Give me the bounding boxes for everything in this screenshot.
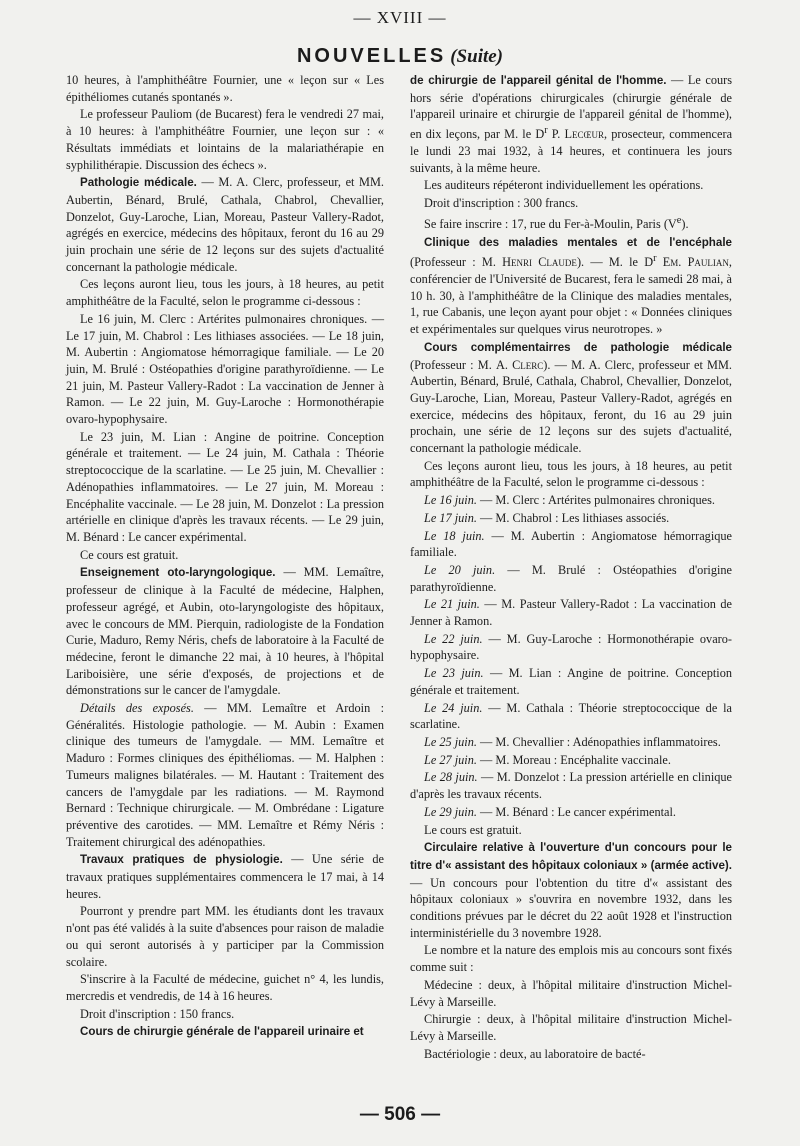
schedule-date: Le 18 juin. bbox=[424, 528, 485, 543]
schedule-text: — M. Brulé : Ostéopathies d'origine parathyroïdienne. bbox=[410, 562, 733, 594]
schedule-text: — M. Bénard : Le cancer expérimental. bbox=[476, 804, 677, 819]
section-heading: Cours de chirurgie générale de l'appareil urinaire et bbox=[80, 1025, 364, 1039]
section-body: — MM. Lemaître, professeur de clinique à la Faculté de médecine, Halphen, professeur agrégé, et Aubin, oto-laryngologiste des hôpitaux, avec le concours de MM. Pierquin, radiologiste de la Fondation Curie, Maduro, Remy Néris, chefs de laboratoire à la Faculté de médecine, feront le dimanche 22 mai, à 10 heures, à l'hôpital Lariboisière, une série d'exposés, de projections et de démonstrations sur le cancer de l'amygdale. bbox=[66, 565, 384, 698]
section-heading: Clinique des maladies mentales et de l'encéphale bbox=[424, 235, 732, 249]
paragraph: Chirurgie : deux, à l'hôpital militaire d'instruction Michel-Lévy à Marseille. bbox=[410, 1012, 732, 1043]
schedule-date: Le 27 juin. bbox=[424, 752, 477, 767]
paragraph: Le cours est gratuit. bbox=[424, 822, 522, 837]
schedule-item bbox=[410, 665, 732, 698]
schedule-item bbox=[410, 528, 732, 561]
left-column bbox=[66, 72, 384, 1042]
schedule-item bbox=[410, 510, 732, 527]
section-clinique-maladies-mentales bbox=[410, 234, 732, 338]
text: , conférencier de l'Université de Bucarest, fera le samedi 28 mai, à 10 h. 30, à l'amphithéâtre de la Clinique des maladies mentales, 1, rue Cabanis, une leçon ayant pour objet : « Données cliniques et expérimentales sur quelques virus neurotropes. » bbox=[410, 255, 732, 337]
page-title bbox=[0, 45, 800, 68]
section-heading: Enseignement oto-laryngologique. bbox=[80, 566, 276, 580]
text: Se faire inscrire : 17, rue du Fer-à-Moulin, Paris (V bbox=[424, 216, 677, 231]
section-oto-laryngologique bbox=[66, 564, 384, 699]
section-heading: Travaux pratiques de physiologie. bbox=[80, 853, 283, 867]
superscript: r bbox=[544, 125, 548, 137]
paragraph: Ces leçons auront lieu, tous les jours, à 18 heures, au petit amphithéâtre de la Faculté, selon le programme ci-dessous : bbox=[66, 277, 384, 309]
schedule-text: — M. Donzelot : La pression artérielle en clinique d'après les travaux récents. bbox=[410, 770, 732, 802]
schedule-date: Le 29 juin. bbox=[424, 804, 477, 819]
section-body: — Le cours hors série d'opérations chirurgicales (chirurgie générale de l'appareil urinaire et chirurgie de l'appareil génital de l'homme), en dix leçons, par M. le D bbox=[410, 73, 732, 142]
details-exposes bbox=[66, 700, 384, 850]
paragraph: Le 23 juin, M. Lian : Angine de poitrine. Conception générale et traitement. — Le 24 juin, M. Cathala : Théorie streptococcique de la scarlatine. — Le 25 juin, M. Chevallier : Adénopathies inflammatoires. — Le 27 juin, M. Moreau : Encéphalite vaccinale. — Le 28 juin, M. Donzelot : La pression artérielle en clinique d'après les travaux récents. — Le 29 juin, M. Bénard : Le cancer expérimental. bbox=[66, 429, 384, 544]
superscript: e bbox=[676, 214, 682, 226]
schedule-item bbox=[410, 631, 732, 664]
schedule-date: Le 20 juin. bbox=[424, 562, 496, 577]
section-pathologie-medicale bbox=[66, 174, 384, 275]
schedule-item bbox=[410, 492, 732, 509]
section-heading: Pathologie médicale. bbox=[80, 176, 197, 190]
schedule-text: — M. Chabrol : Les lithiases associés. bbox=[476, 510, 670, 525]
schedule-text: — M. Cathala : Théorie streptococcique de la scarlatine. bbox=[410, 700, 732, 732]
section-cours-complementaires bbox=[410, 339, 732, 457]
paragraph: 10 heures, à l'amphithéâtre Fournier, une « leçon sur « Les épithéliomes cutanés spontanés ». bbox=[66, 73, 384, 104]
paragraph: Le 16 juin, M. Clerc : Artérites pulmonaires chroniques. — Le 17 juin, M. Chabrol : Les lithiases associées. — Le 18 juin, M. Aubertin : Angiomatose hémorragique familiale. — Le 20 juin, M. Brulé : Ostéopathies d'origine parathyroïdienne. — Le 21 juin, M. Pasteur Vallery-Radot : La vaccination de Jenner à Ramon. — Le 22 juin, M. Guy-Laroche : Hormonothérapie ovaro-hypophysaire. bbox=[66, 311, 384, 427]
person-name: P. Lecœur bbox=[547, 127, 605, 142]
paragraph: Le nombre et la nature des emplois mis au concours sont fixés comme suit : bbox=[410, 943, 732, 975]
paragraph: Ces leçons auront lieu, tous les jours, à 18 heures, au petit amphithéâtre de la Faculté, selon le programme ci-dessous : bbox=[410, 458, 732, 490]
section-chirurgie-urinaire-cont bbox=[410, 72, 732, 176]
paragraph: Les auditeurs répéteront individuellement les opérations. bbox=[424, 178, 704, 193]
paragraph: Bactériologie : deux, au laboratoire de bacté- bbox=[424, 1046, 646, 1061]
person-name: A. Clerc bbox=[495, 357, 544, 372]
schedule-item bbox=[410, 562, 732, 595]
schedule-text: — M. Lian : Angine de poitrine. Conception générale et traitement. bbox=[410, 666, 732, 697]
page-number: — 506 — bbox=[359, 1104, 441, 1125]
schedule-date: Le 28 juin. bbox=[424, 770, 478, 785]
section-heading: Circulaire relative à l'ouverture d'un concours pour le titre d'« assistant des hôpitaux coloniaux » (armée active). bbox=[410, 841, 732, 872]
text: ). bbox=[681, 216, 689, 231]
paragraph bbox=[410, 213, 732, 233]
schedule-item bbox=[410, 734, 732, 751]
section-travaux-physiologie bbox=[66, 851, 384, 902]
schedule-text: — M. Guy-Laroche : Hormonothérapie ovaro-hypophysaire. bbox=[410, 631, 732, 663]
schedule-date: Le 16 juin. bbox=[424, 493, 477, 508]
schedule-item bbox=[410, 596, 732, 629]
paragraph: Médecine : deux, à l'hôpital militaire d'instruction Michel-Lévy à Marseille. bbox=[410, 977, 732, 1009]
schedule-item bbox=[410, 700, 732, 733]
schedule-date: Le 24 juin. bbox=[424, 700, 483, 715]
paragraph: Droit d'inscription : 150 francs. bbox=[80, 1006, 235, 1021]
schedule-text: — M. Clerc : Artérites pulmonaires chroniques. bbox=[476, 493, 715, 508]
schedule-item bbox=[410, 752, 732, 769]
person-name: Henri Claude bbox=[502, 255, 577, 270]
text: (Professeur : M. bbox=[410, 357, 496, 372]
text: (Professeur : M. bbox=[410, 255, 503, 270]
paragraph: Ce cours est gratuit. bbox=[80, 547, 179, 562]
schedule-text: — M. Moreau : Encéphalite vaccinale. bbox=[476, 752, 671, 767]
schedule-item bbox=[410, 769, 732, 802]
section-circulaire-concours bbox=[410, 839, 732, 941]
schedule-date: Le 25 juin. bbox=[424, 735, 477, 749]
schedule-text: — M. Aubertin : Angiomatose hémorragique familiale. bbox=[410, 528, 732, 560]
right-column bbox=[410, 72, 732, 1063]
schedule-list bbox=[410, 492, 732, 820]
schedule-item bbox=[410, 804, 732, 821]
paragraph: S'inscrire à la Faculté de médecine, guichet n° 4, les lundis, mercredis et vendredis, de 14 à 16 heures. bbox=[66, 972, 384, 1003]
schedule-date: Le 22 juin. bbox=[424, 631, 483, 646]
page-roman-numeral: — XVIII — bbox=[353, 8, 447, 27]
section-body: — Une série de travaux pratiques supplémentaires commencera le 17 mai, à 14 heures. bbox=[66, 852, 384, 901]
section-heading: de chirurgie de l'appareil génital de l'homme. bbox=[410, 74, 667, 87]
schedule-date: Le 17 juin. bbox=[424, 510, 477, 525]
schedule-text: — M. Chevallier : Adénopathies inflammatoires. bbox=[476, 735, 721, 749]
section-body: , prosecteur, commencera le lundi 23 mai 1932, à 14 heures, et continuera les jours suivants, à la même heure. bbox=[410, 127, 733, 175]
section-body: — M. A. Clerc, professeur, et MM. Aubertin, Bénard, Brulé, Cathala, Chabrol, Chevallier, Donzelot, Guy-Laroche, Lian, Moreau, Pasteur Vallery-Radot, agrégés en exercice, médecins des hôpitaux, feront du 16 au 29 juin prochain une série de 12 leçons sur des sujets d'actualité concernant la pathologie médicale. bbox=[66, 175, 384, 274]
schedule-date: Le 21 juin. bbox=[424, 597, 480, 612]
person-name: Em. Paulian bbox=[656, 255, 729, 270]
section-body: — Un concours pour l'obtention du titre d'« assistant des hôpitaux coloniaux » s'ouvrira en novembre 1932, dans les conditions prévues par le décret du 22 août 1928 et l'instruction interministérielle du 3 novembre 1928. bbox=[410, 875, 732, 940]
section-chirurgie-urinaire bbox=[66, 1023, 384, 1041]
text: ). — M. A. Clerc, professeur et MM. Aubertin, Bénard, Brulé, Cathala, Chabrol, Chevallier, Donzelot, Guy-Laroche, Lian, Moreau, Pasteur Vallery-Radot, agrégés en exercice, médecins des hôpitaux, feront, du 16 au 29 juin prochain, une série de 12 leçons sur des sujets d'actualité, concernant la pathologie médicale. bbox=[410, 357, 732, 456]
text: ). — M. le D bbox=[576, 255, 654, 270]
italic-lead: Détails des exposés. bbox=[80, 701, 194, 716]
paragraph: Droit d'inscription : 300 francs. bbox=[424, 196, 579, 211]
section-heading: Cours complémentairres de pathologie médicale bbox=[424, 340, 732, 354]
title-main: NOUVELLES bbox=[296, 45, 447, 67]
superscript: r bbox=[653, 253, 657, 265]
paragraph-body: — MM. Lemaître et Ardoin : Généralités. Histologie pathologie. — M. Aubin : Examen clinique des tumeurs de l'amygdale. — MM. Lemaître et Maduro : Formes cliniques des épithéliomas. — M. Halphen : Tumeurs malignes bilatérales. — M. Hautant : Traitement des cancers de l'amygdale par les radiations. — M. Raymond Bernard : Technique chirurgicale. — M. Ombrédane : Ligature préventive des carotides. — MM. Lemaître et Rémy Néris : Traitement chirurgical des adénopathies. bbox=[66, 701, 384, 849]
schedule-date: Le 23 juin. bbox=[424, 666, 484, 681]
paragraph: Pourront y prendre part MM. les étudiants dont les travaux n'ont pas été validés à la suite d'absences pour raison de maladie ou qui seront autorisés à y participer par la Commission scolaire. bbox=[66, 904, 384, 969]
title-suite: (Suite) bbox=[450, 46, 504, 67]
schedule-text: — M. Pasteur Vallery-Radot : La vaccination de Jenner à Ramon. bbox=[410, 597, 732, 629]
paragraph: Le professeur Pauliom (de Bucarest) fera le vendredi 27 mai, à 10 heures: à l'amphithéâtre Fournier, une leçon sur : « Résultats immédiats et lointains de la malariathérapie en syphilithérapie. Discussion des échecs ». bbox=[66, 107, 384, 172]
